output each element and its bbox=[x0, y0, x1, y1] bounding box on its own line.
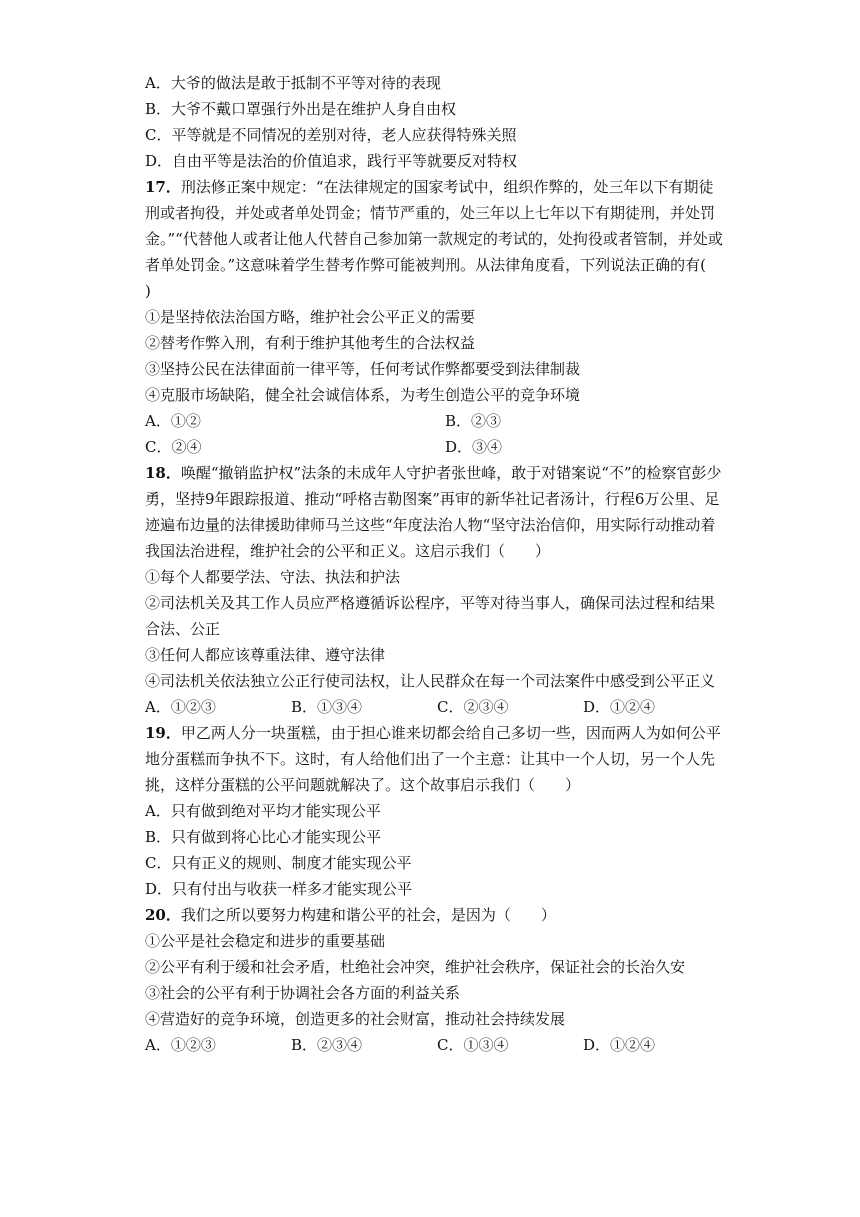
question-17 bbox=[145, 174, 737, 460]
statement-3: ③社会的公平有利于协调社会各方面的利益关系 bbox=[145, 984, 461, 1002]
option-d: D．只有付出与收获一样多才能实现公平 bbox=[145, 880, 413, 898]
question-stem bbox=[145, 174, 737, 304]
question-text: 甲乙两人分一块蛋糕，由于担心谁来切都会给自己多切一些，因而两人为如何公平地分蛋糕而争执不下。这时，有人给他们出了一个主意：让其中一个人切，另一个人先挑，这样分蛋糕的公平问题就解决了。这个故事启示我们（ ） bbox=[145, 724, 721, 794]
question-18 bbox=[145, 460, 725, 720]
option-c: C．只有正义的规则、制度才能实现公平 bbox=[145, 854, 412, 872]
statement-1: ①公平是社会稳定和进步的重要基础 bbox=[145, 932, 386, 950]
option-a: A．①② bbox=[145, 412, 201, 430]
statement-4: ④克服市场缺陷，健全社会诚信体系，为考生创造公平的竞争环境 bbox=[145, 386, 581, 404]
statement-1: ①是坚持依法治国方略，维护社会公平正义的需要 bbox=[145, 308, 476, 326]
question-number: 19． bbox=[145, 724, 181, 742]
question-stem bbox=[145, 902, 725, 928]
question-19 bbox=[145, 720, 725, 902]
statement-3: ③坚持公民在法律面前一律平等，任何考试作弊都要受到法律制裁 bbox=[145, 360, 581, 378]
question-stem bbox=[145, 460, 725, 564]
option-b: B．①③④ bbox=[291, 698, 363, 716]
question-20 bbox=[145, 902, 725, 1058]
question-16-options bbox=[145, 70, 725, 174]
option-c: C．平等就是不同情况的差别对待，老人应获得特殊关照 bbox=[145, 126, 517, 144]
answer-options bbox=[145, 1032, 725, 1058]
option-c: C．②④ bbox=[145, 438, 202, 456]
option-d: D．③④ bbox=[445, 438, 503, 456]
question-text: 唤醒“撤销监护权”法条的未成年人守护者张世峰，敢于对错案说“不”的检察官彭少勇，坚持9年跟踪报道、推动“呼格吉勒图案”再审的新华社记者汤计，行程6万公里、足迹遍布边量的法律援助律师马兰这些“年度法治人物“坚守法治信仰，用实际行动推动着我国法治进程，维护社会的公平和正义。这启示我们（ ） bbox=[145, 464, 722, 560]
option-d: D．①②④ bbox=[583, 698, 656, 716]
statement-4: ④司法机关依法独立公正行使司法权，让人民群众在每一个司法案件中感受到公平正义 bbox=[145, 672, 716, 690]
statement-2: ②公平有利于缓和社会矛盾，杜绝社会冲突，维护社会秩序，保证社会的长治久安 bbox=[145, 958, 686, 976]
option-b: B．只有做到将心比心才能实现公平 bbox=[145, 828, 382, 846]
question-stem bbox=[145, 720, 725, 798]
statement-3: ③任何人都应该尊重法律、遵守法律 bbox=[145, 646, 386, 664]
question-number: 18． bbox=[145, 464, 181, 482]
statement-2: ②司法机关及其工作人员应严格遵循诉讼程序，平等对待当事人，确保司法过程和结果合法、公正 bbox=[145, 594, 716, 638]
option-c: C．①③④ bbox=[437, 1036, 509, 1054]
option-c: C．②③④ bbox=[437, 698, 509, 716]
question-number: 17． bbox=[145, 178, 181, 196]
option-a: A．大爷的做法是敢于抵制不平等对待的表现 bbox=[145, 74, 441, 92]
option-b: B．大爷不戴口罩强行外出是在维护人身自由权 bbox=[145, 100, 457, 118]
option-b: B．②③④ bbox=[291, 1036, 363, 1054]
answer-options-row-2 bbox=[145, 434, 725, 460]
option-a: A．①②③ bbox=[145, 1036, 216, 1054]
option-a: A．①②③ bbox=[145, 698, 216, 716]
option-d: D．①②④ bbox=[583, 1036, 656, 1054]
statement-2: ②替考作弊入刑，有利于维护其他考生的合法权益 bbox=[145, 334, 476, 352]
question-list bbox=[145, 70, 737, 1058]
answer-options bbox=[145, 694, 725, 720]
option-b: B．②③ bbox=[445, 412, 502, 430]
answer-options-row-1 bbox=[145, 408, 725, 434]
statement-4: ④营造好的竞争环境，创造更多的社会财富，推动社会持续发展 bbox=[145, 1010, 566, 1028]
option-a: A．只有做到绝对平均才能实现公平 bbox=[145, 802, 381, 820]
statement-1: ①每个人都要学法、守法、执法和护法 bbox=[145, 568, 401, 586]
question-number: 20． bbox=[145, 906, 181, 924]
question-text: 刑法修正案中规定：“在法律规定的国家考试中，组织作弊的，处三年以下有期徒刑或者拘役，并处或者单处罚金；情节严重的，处三年以上七年以下有期徒刑，并处罚金。”“代替他人或者让他人代替自己参加第一款规定的考试的，处拘役或者管制，并处或者单处罚金。”这意味着学生替考作弊可能被判刑。从法律角度看，下列说法正确的有( ) bbox=[145, 178, 737, 300]
option-d: D．自由平等是法治的价值追求，践行平等就要反对特权 bbox=[145, 152, 518, 170]
question-text: 我们之所以要努力构建和谐公平的社会，是因为（ ） bbox=[180, 906, 556, 924]
